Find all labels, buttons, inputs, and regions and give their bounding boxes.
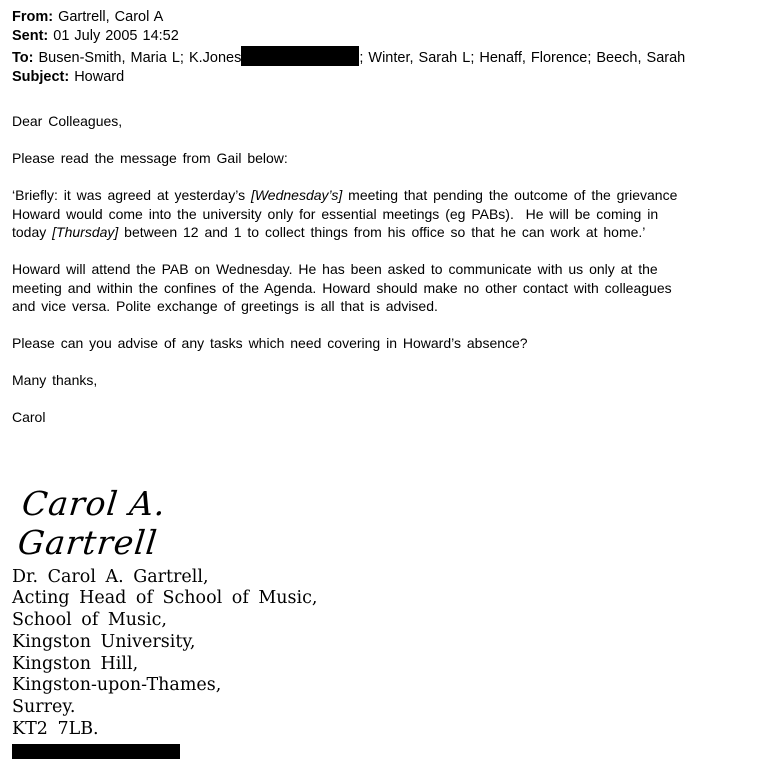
body-paragraph: Howard will attend the PAB on Wednesday. He has been asked to communicate with us only at the meeting and within the confines of the Agenda. Howard should make no other contact with colleagues and vice versa. Polite exchange of greetings is all that is advised. (12, 261, 672, 314)
to-recipients-suffix: ; Winter, Sarah L; Henaff, Florence; Beech, Sarah (359, 50, 686, 66)
salutation: Dear Colleagues, (12, 113, 123, 129)
intro-line: Please read the message from Gail below: (12, 150, 288, 166)
signoff-name: Carol (12, 409, 46, 425)
email-body (12, 112, 763, 427)
question-line: Please can you advise of any tasks which need covering in Howard’s absence? (12, 335, 528, 351)
from-label: From: (12, 9, 54, 25)
to-row (12, 46, 763, 68)
closing-line: Many thanks, (12, 372, 98, 388)
from-row (12, 8, 763, 27)
subject-row (12, 68, 763, 87)
email-header (12, 8, 763, 87)
to-recipients-prefix: Busen-Smith, Maria L; K.Jones (38, 50, 242, 66)
redaction-box-recipient (241, 46, 359, 66)
subject-value: Howard (74, 69, 125, 85)
sent-value: 01 July 2005 14:52 (53, 28, 179, 44)
signature-block: Dr. Carol A. Gartrell, Acting Head of School of Music, School of Music, Kingston University, Kingston Hill, Kingston-upon-Thames, Surrey. KT2 7LB. (12, 566, 318, 740)
sent-row (12, 27, 763, 46)
handwritten-signature: Carol A. Gartrell (16, 483, 169, 562)
subject-label: Subject: (12, 69, 70, 85)
redaction-bar-phone (12, 744, 180, 759)
quoted-message: ‘Briefly: it was agreed at yesterday’s [Wednesday’s] meeting that pending the outcome of the grievance Howard would come into the university only for essential meetings (eg PABs). He will be coming in today [Thursday] between 12 and 1 to collect things from his office so that he can work at home.’ (12, 187, 678, 240)
sent-label: Sent: (12, 28, 49, 44)
to-label: To: (12, 50, 34, 66)
from-value: Gartrell, Carol A (58, 9, 164, 25)
